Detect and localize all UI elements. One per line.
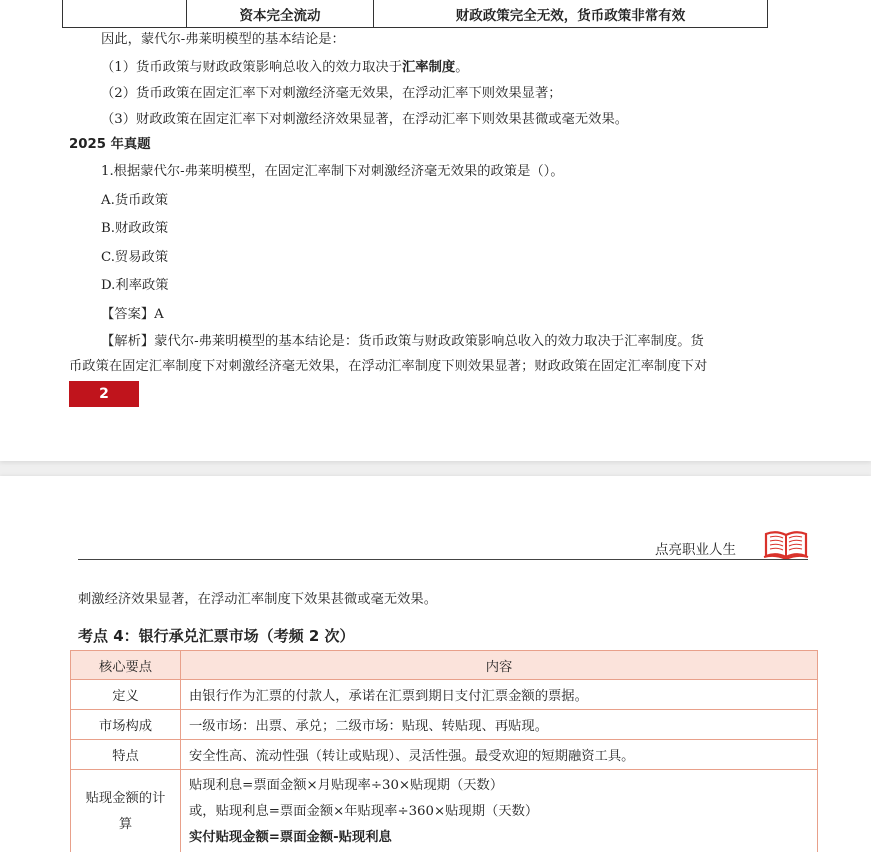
table-cell: 资本完全流动 bbox=[187, 0, 374, 27]
table-header-row bbox=[71, 651, 818, 680]
exam-heading: 2025 年真题 bbox=[69, 137, 151, 152]
table-row bbox=[71, 680, 818, 710]
table-row bbox=[71, 740, 818, 770]
continuation-text: 刺激经济效果显著，在浮动汇率制度下效果甚微或毫无效果。 bbox=[78, 592, 438, 607]
analysis-line-1: 【解析】蒙代尔-弗莱明模型的基本结论是：货币政策与财政政策影响总收入的效力取决于汇率制度。货 bbox=[101, 334, 704, 349]
conclusion-2: （2）货币政策在固定汇率下对刺激经济毫无效果，在浮动汇率下则效果显著； bbox=[101, 86, 562, 101]
table-cell bbox=[63, 0, 187, 27]
analysis-line-2: 币政策在固定汇率制度下对刺激经济毫无效果，在浮动汇率制度下则效果显著；财政政策在固定汇率制度下对 bbox=[69, 359, 708, 374]
row-content bbox=[181, 770, 818, 852]
row-key: 市场构成 bbox=[71, 710, 181, 740]
conclusion-1 bbox=[101, 58, 468, 78]
section-title: 考点 4：银行承兑汇票市场（考频 2 次） bbox=[78, 627, 355, 645]
conclusion-1-suffix: 。 bbox=[455, 60, 469, 75]
row-key: 定义 bbox=[71, 680, 181, 710]
header-key: 核心要点 bbox=[71, 651, 181, 680]
open-book-icon bbox=[763, 528, 809, 560]
answer-text: 【答案】A bbox=[101, 307, 164, 322]
conclusion-intro: 因此，蒙代尔-弗莱明模型的基本结论是： bbox=[101, 32, 345, 47]
question-text: 1.根据蒙代尔-弗莱明模型，在固定汇率制下对刺激经济毫无效果的政策是（）。 bbox=[101, 164, 564, 179]
option-b: B.财政政策 bbox=[101, 221, 169, 236]
row-content: 由银行作为汇票的付款人，承诺在汇票到期日支付汇票金额的票据。 bbox=[181, 680, 818, 710]
row-content: 一级市场：出票、承兑；二级市场：贴现、转贴现、再贴现。 bbox=[181, 710, 818, 740]
option-c: C.贸易政策 bbox=[101, 250, 169, 265]
document-page-2 bbox=[0, 476, 871, 852]
table-row bbox=[71, 770, 818, 852]
table-cell: 财政政策完全无效，货币政策非常有效 bbox=[455, 7, 686, 24]
table-row bbox=[71, 710, 818, 740]
row-key: 特点 bbox=[71, 740, 181, 770]
row-key: 贴现金额的计算 bbox=[71, 770, 181, 852]
option-d: D.利率政策 bbox=[101, 278, 169, 293]
formula-line: 或，贴现利息=票面金额×年贴现率÷360×贴现期（天数） bbox=[189, 804, 539, 819]
policy-effect-table-row bbox=[62, 0, 768, 28]
page-number-badge: 2 bbox=[69, 381, 139, 407]
conclusion-3: （3）财政政策在固定汇率下对刺激经济效果显著，在浮动汇率下则效果甚微或毫无效果。 bbox=[101, 112, 629, 127]
header-content: 内容 bbox=[181, 651, 818, 680]
formula-line-bold: 实付贴现金额=票面金额-贴现利息 bbox=[189, 830, 392, 845]
conclusion-1-prefix: （1）货币政策与财政政策影响总收入的效力取决于 bbox=[101, 60, 402, 75]
header-slogan: 点亮职业人生 bbox=[655, 542, 736, 558]
row-content: 安全性高、流动性强（转让或贴现）、灵活性强。最受欢迎的短期融资工具。 bbox=[181, 740, 818, 770]
knowledge-table bbox=[70, 650, 818, 852]
formula-line: 贴现利息=票面金额×月贴现率÷30×贴现期（天数） bbox=[189, 778, 504, 793]
option-a: A.货币政策 bbox=[101, 193, 169, 208]
conclusion-1-bold: 汇率制度 bbox=[402, 60, 456, 75]
header-divider bbox=[78, 559, 808, 560]
